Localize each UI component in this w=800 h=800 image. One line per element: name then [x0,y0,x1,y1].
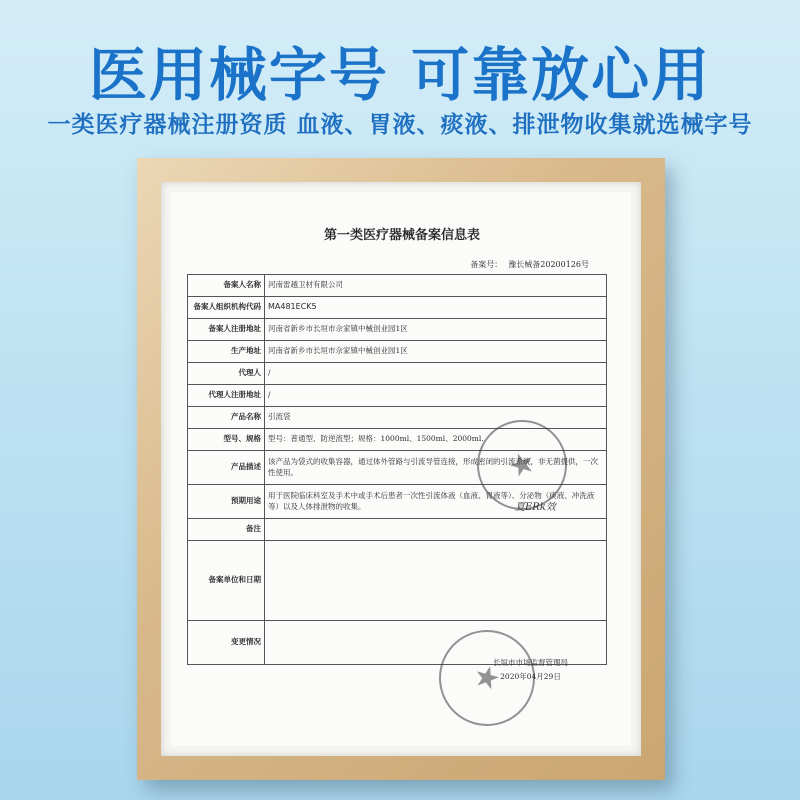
table-row [188,275,607,297]
row-label: 代理人 [188,363,265,385]
row-label: 变更情况 [188,621,265,665]
row-label: 备注 [188,519,265,541]
row-value: 用于医院临床科室及手术中或手术后患者一次性引流体液（血液、胃液等）、分泌物（痰液、冲洗液等）以及人体排泄物的收集。 [265,485,607,519]
row-value: 该产品为袋式的收集容器，通过体外管路与引流导管连接，形成密闭的引流系统，非无菌提供，一次性使用。 [265,451,607,485]
row-value [265,519,607,541]
row-label: 代理人注册地址 [188,385,265,407]
row-value: 河南省新乡市长垣市佘家镇中械创业园1区 [265,341,607,363]
registration-document [187,214,617,699]
table-row [188,385,607,407]
row-label: 预期用途 [188,485,265,519]
table-row [188,363,607,385]
row-value: 型号：普通型、防逆流型；规格：1000ml、1500ml、2000ml. [265,429,607,451]
row-value [265,541,607,621]
picture-frame [137,158,665,780]
row-label: 产品名称 [188,407,265,429]
frame-glass [161,182,641,756]
row-value: / [265,363,607,385]
star-icon: ★ [503,443,541,487]
row-value: / [265,385,607,407]
subheadline: 一类医疗器械注册资质 血液、胃液、痰液、排泄物收集就选械字号 [47,112,753,138]
signature: 夏ERk效 [515,502,556,513]
record-number-value: 豫长械备20200126号 [508,260,589,269]
table-row [188,319,607,341]
row-label: 备案人名称 [188,275,265,297]
row-label: 备案人组织机构代码 [188,297,265,319]
row-value: MA481ECK5 [265,297,607,319]
row-label: 产品描述 [188,451,265,485]
row-label: 备案人注册地址 [188,319,265,341]
row-label: 生产地址 [188,341,265,363]
authority-date: 2020年04月29日 [500,672,561,682]
row-label: 备案单位和日期 [188,541,265,621]
row-value: 河南雷越卫材有限公司 [265,275,607,297]
document-title: 第一类医疗器械备案信息表 [323,228,480,243]
table-row [188,341,607,363]
row-value: 河南省新乡市长垣市佘家镇中械创业园1区 [265,319,607,341]
row-label: 型号、规格 [188,429,265,451]
table-row [188,297,607,319]
record-number-label: 备案号： [470,260,503,269]
star-icon: ★ [469,657,505,699]
authority-name: 长垣市市场监督管理局 [493,658,568,667]
authority-block [493,656,568,685]
row-value: 引流袋 [265,407,607,429]
record-number [187,259,617,270]
headline: 医用械字号 可靠放心用 [88,41,712,109]
table-row [188,541,607,621]
table-row [188,519,607,541]
frame-mat [171,192,631,746]
